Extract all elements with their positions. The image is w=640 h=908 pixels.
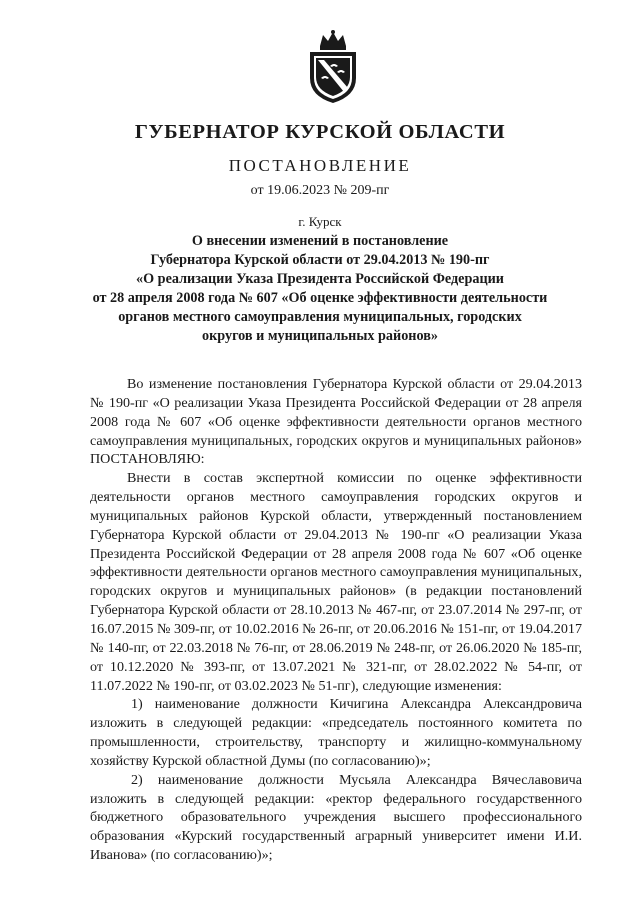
preamble-paragraph: Во изменение постановления Губернатора Курской области от 29.04.2013 № 190-пг «О реализации Указа Президента Российской Федерации от 28 апреля 2008 года № 607 «Об оценке эффективности деятельности органов местного самоуправления муниципальных, городских округов и муниципальных районов» ПОСТАНОВЛЯЮ:	[90, 376, 582, 468]
document-title	[0, 232, 640, 346]
title-line: О внесении изменений в постановление	[191, 233, 449, 249]
document-body	[90, 375, 582, 865]
governor-heading: ГУБЕРНАТОР КУРСКОЙ ОБЛАСТИ	[134, 121, 506, 143]
decree-city: г. Курск	[298, 214, 342, 229]
resolution-paragraph: Внести в состав экспертной комиссии по оценке эффективности деятельности органов местного самоуправления городских округов и муниципальных районов Курской области, утвержденный постановлением Губернатора Курской области от 29.04.2013 № 190-пг «О реализации Указа Президента Российской Федерации от 28 апреля 2008 года № 607 «Об оценке эффективности деятельности органов местного самоуправления муниципальных, городских округов и муниципальных районов» (в редакции постановлений Губернатора Курской области от 28.10.2013 № 467-пг, от 23.07.2014 № 297-пг, от 16.07.2015 № 309-пг, от 10.02.2016 № 26-пг, от 20.06.2016 № 151-пг, от 19.04.2017 № 140-пг, от 22.03.2018 № 76-пг, от 28.06.2019 № 248-пг, от 26.06.2020 № 185-пг, от 10.12.2020 № 393-пг, от 13.07.2021 № 321-пг, от 28.02.2022 № 54-пг, от 11.07.2022 № 190-пг, от 03.02.2023 № 51-пг), следующие изменения:	[90, 470, 582, 694]
decree-type: ПОСТАНОВЛЕНИЕ	[228, 156, 412, 175]
amendment-item-2: 2) наименование должности Мусьяла Александра Вячеславовича изложить в следующей редакции: «ректор федерального государственного бюджетного образовательного учреждения высшего профессионального образования «Курский государственный аграрный университет имени И.И. Иванова» (по согласованию)»;	[90, 771, 582, 864]
title-line: «О реализации Указа Президента Российской Федерации	[136, 271, 504, 287]
page-bottom-edge	[0, 896, 640, 908]
title-line: Губернатора Курской области от 29.04.2013 № 190-пг	[150, 252, 490, 268]
title-line: округов и муниципальных районов»	[202, 328, 438, 344]
kursk-coat-of-arms-icon	[304, 30, 362, 104]
decree-date-number: от 19.06.2023 № 209-пг	[250, 183, 390, 198]
title-line: органов местного самоуправления муниципальных, городских	[118, 309, 522, 325]
title-line: от 28 апреля 2008 года № 607 «Об оценке эффективности деятельности	[92, 290, 548, 306]
amendment-item-1: 1) наименование должности Кичигина Александра Александровича изложить в следующей редакции: «председатель постоянного комитета по промышленности, строительству, транспорту и жилищно-коммунальному хозяйству Курской областной Думы (по согласованию)»;	[90, 696, 582, 769]
